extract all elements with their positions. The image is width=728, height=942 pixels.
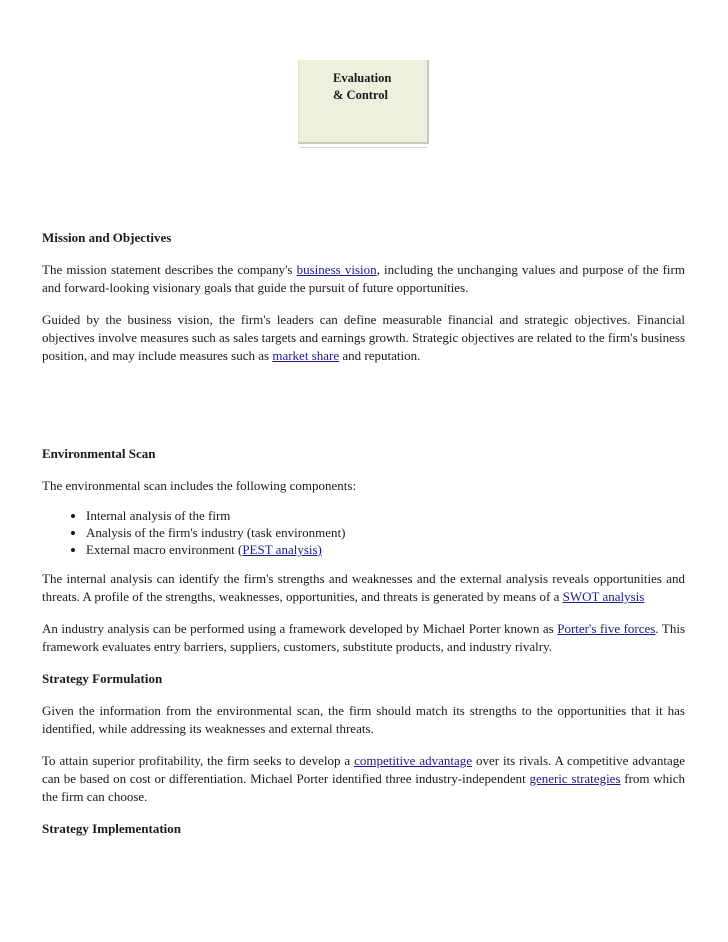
list-item: • Internal analysis of the firm bbox=[86, 507, 685, 524]
list-item: • External macro environment (PEST analysis) bbox=[86, 541, 685, 558]
evaluation-control-label bbox=[333, 70, 391, 104]
box-underline bbox=[299, 147, 427, 148]
mission-paragraph-1: The mission statement describes the company's business vision, including the unchanging values and purpose of the firm and forward-looking visionary goals that guide the pursuit of future opportunities. bbox=[42, 262, 685, 295]
link-pest-analysis[interactable]: PEST analysis) bbox=[242, 542, 322, 557]
link-market-share[interactable]: market share bbox=[272, 348, 340, 363]
link-porters-five-forces[interactable]: Porter's five forces bbox=[557, 621, 656, 636]
heading-environmental-scan: Environmental Scan bbox=[42, 446, 156, 461]
heading-strategy-implementation: Strategy Implementation bbox=[42, 821, 182, 836]
environmental-paragraph-2: The internal analysis can identify the firm's strengths and weaknesses and the external analysis reveals opportunities and threats. A profile of the strengths, weaknesses, opportunities, and threats is generated by means of a SWOT analysis bbox=[42, 571, 685, 604]
link-competitive-advantage[interactable]: competitive advantage bbox=[354, 753, 473, 768]
components-list bbox=[42, 507, 685, 558]
formulation-paragraph-2: To attain superior profitability, the firm seeks to develop a competitive advantage over its rivals. A competitive advantage can be based on cost or differentiation. Michael Porter identified three industry-independent generic strategies from which the firm can choose. bbox=[42, 753, 686, 804]
box-line-1: Evaluation bbox=[333, 71, 392, 85]
box-line-2: & Control bbox=[333, 88, 388, 102]
heading-mission: Mission and Objectives bbox=[42, 230, 172, 245]
link-swot-analysis[interactable]: SWOT analysis bbox=[562, 589, 645, 604]
link-generic-strategies[interactable]: generic strategies bbox=[529, 771, 621, 786]
article-body bbox=[42, 229, 685, 838]
formulation-paragraph-1: Given the information from the environmental scan, the firm should match its strengths to the opportunities that it has identified, while addressing its weaknesses and external threats. bbox=[42, 703, 685, 736]
evaluation-control-box bbox=[298, 60, 429, 144]
mission-paragraph-2: Guided by the business vision, the firm's leaders can define measurable financial and strategic objectives. Financial objectives involve measures such as sales targets and earnings growth. Strategic objectives are related to the firm's business position, and may include measures such as market share and reputation. bbox=[42, 312, 685, 363]
environmental-intro: The environmental scan includes the following components: bbox=[42, 478, 357, 493]
environmental-paragraph-3: An industry analysis can be performed using a framework developed by Michael Porter known as Porter's five forces. This framework evaluates entry barriers, suppliers, customers, substitute products, and industry rivalry. bbox=[42, 621, 685, 654]
heading-strategy-formulation: Strategy Formulation bbox=[42, 671, 163, 686]
link-business-vision[interactable]: business vision bbox=[296, 262, 377, 277]
list-item: • Analysis of the firm's industry (task environment) bbox=[86, 524, 685, 541]
